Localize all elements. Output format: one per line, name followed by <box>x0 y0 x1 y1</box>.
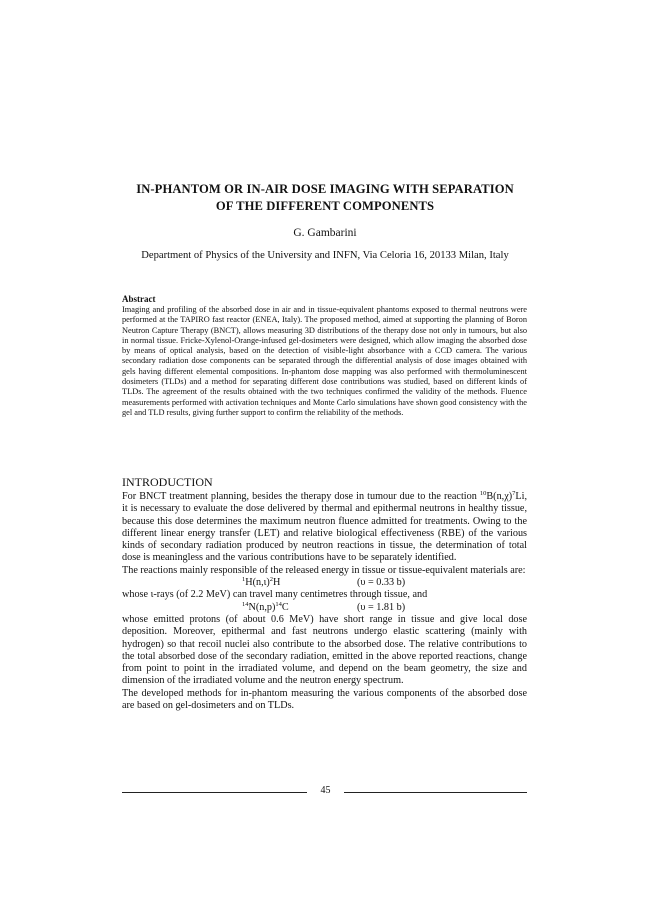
introduction-body <box>122 491 527 712</box>
introduction-heading: INTRODUCTION <box>122 475 213 489</box>
title-line-1: IN-PHANTOM OR IN-AIR DOSE IMAGING WITH SEPARATION <box>136 182 514 196</box>
eq1-end: H <box>273 577 281 589</box>
intro-paragraph-3: whose ι-rays (of 2.2 MeV) can travel many centimetres through tissue, and <box>122 589 428 601</box>
intro-paragraph-1 <box>122 491 527 565</box>
abstract-text: Imaging and profiling of the absorbed dose in air and in tissue-equivalent phantoms exposed to thermal neutrons were performed at the TAPIRO fast reactor (ENEA, Italy). The proposed method, aimed at supporting the planning of Boron Neutron Capture Therapy (BNCT), allows measuring 3D distributions of the therapy dose not only in tumours, but also in normal tissue. Fricke-Xylenol-Orange-infused gel-dosimeters were designed, which allow imaging the absorbed dose by means of optical analysis, based on the detection of visible-light absorbance with a CCD camera. The various secondary radiation dose components can be separated through the differential analysis of dose images obtained with gels having different elemental compositions. In-phantom dose mapping was also performed with thermoluminescent dosimeters (TLDs) and a method for separating different dose contributions was studied, based on different kinds of TLDs. The agreement of the results obtained with the two techniques confirmed the validity of the methods. Fluence measurements performed with activation techniques and Monte Carlo simulations have shown good consistency with the gel and TLD results, giving further support to confirm the reliability of the methods. <box>122 305 527 417</box>
title-line-2: OF THE DIFFERENT COMPONENTS <box>215 199 435 213</box>
author: G. Gambarini <box>293 227 357 239</box>
eq2-sup-a: 14 <box>242 600 249 608</box>
equation-1 <box>122 577 527 589</box>
intro-paragraph-2: The reactions mainly responsible of the released energy in tissue or tissue-equivalent materials are: <box>122 564 526 576</box>
equation-1-reaction <box>242 577 280 589</box>
intro-p1-sup-lithium: 7 <box>512 490 516 497</box>
paper-title <box>110 181 540 215</box>
abstract-section <box>122 294 527 418</box>
eq1-sup-a: 1 <box>242 576 246 584</box>
footer-rule-left <box>122 792 307 793</box>
page-footer <box>0 785 650 801</box>
eq1-sup-b: 2 <box>269 576 274 584</box>
page-number: 45 <box>320 785 331 796</box>
eq1-mid: H(n,ι) <box>245 577 270 589</box>
equation-2-cross-section: (υ = 1.81 b) <box>357 601 406 613</box>
intro-p1-reaction: B(n,χ) <box>486 491 513 502</box>
abstract-heading: Abstract <box>122 294 156 304</box>
footer-rule-right <box>344 792 527 793</box>
intro-p1-start: For BNCT treatment planning, besides the therapy dose in tumour due to the reaction <box>122 491 480 502</box>
intro-p1-sup-boron: 10 <box>479 490 487 497</box>
eq2-sup-b: 14 <box>275 600 282 608</box>
intro-p1-end: Li, it is necessary to evaluate the dose delivered by thermal and epithermal neutrons in healthy tissue, because this dose determines the maximum neutron fluence admitted for treatments. Owing to the different linear energy transfer (LET) and relative biological effectiveness (RBE) of the various kinds of secondary radiation produced by neutron reactions in tissue, the determination of total dose is meaningless and the various contributions have to be separately identified. <box>122 491 527 564</box>
intro-paragraph-4: whose emitted protons (of about 0.6 MeV) have short range in tissue and give local dose deposition. Moreover, epithermal and fast neutrons undergo elastic scattering (mainly with hydrogen) so that recoil nuclei also contribute to the absorbed dose. The relative contributions to the total absorbed dose of the secondary radiation, emitted in the above reported reactions, change from point to point in the irradiated volume, and depend on the beam geometry, the size and dimension of the irradiated volume and the neutron energy spectrum. <box>122 613 527 687</box>
affiliation: Department of Physics of the University and INFN, Via Celoria 16, 20133 Milan, Italy <box>141 250 509 261</box>
equation-2-reaction <box>242 602 289 614</box>
equation-1-cross-section: (υ = 0.33 b) <box>357 577 406 589</box>
intro-paragraph-5: The developed methods for in-phantom measuring the various components of the absorbed dose are based on gel-dosimeters and on TLDs. <box>122 687 527 712</box>
equation-2 <box>122 602 527 614</box>
eq2-mid: N(n,p) <box>248 601 276 613</box>
eq2-end: C <box>281 601 289 613</box>
